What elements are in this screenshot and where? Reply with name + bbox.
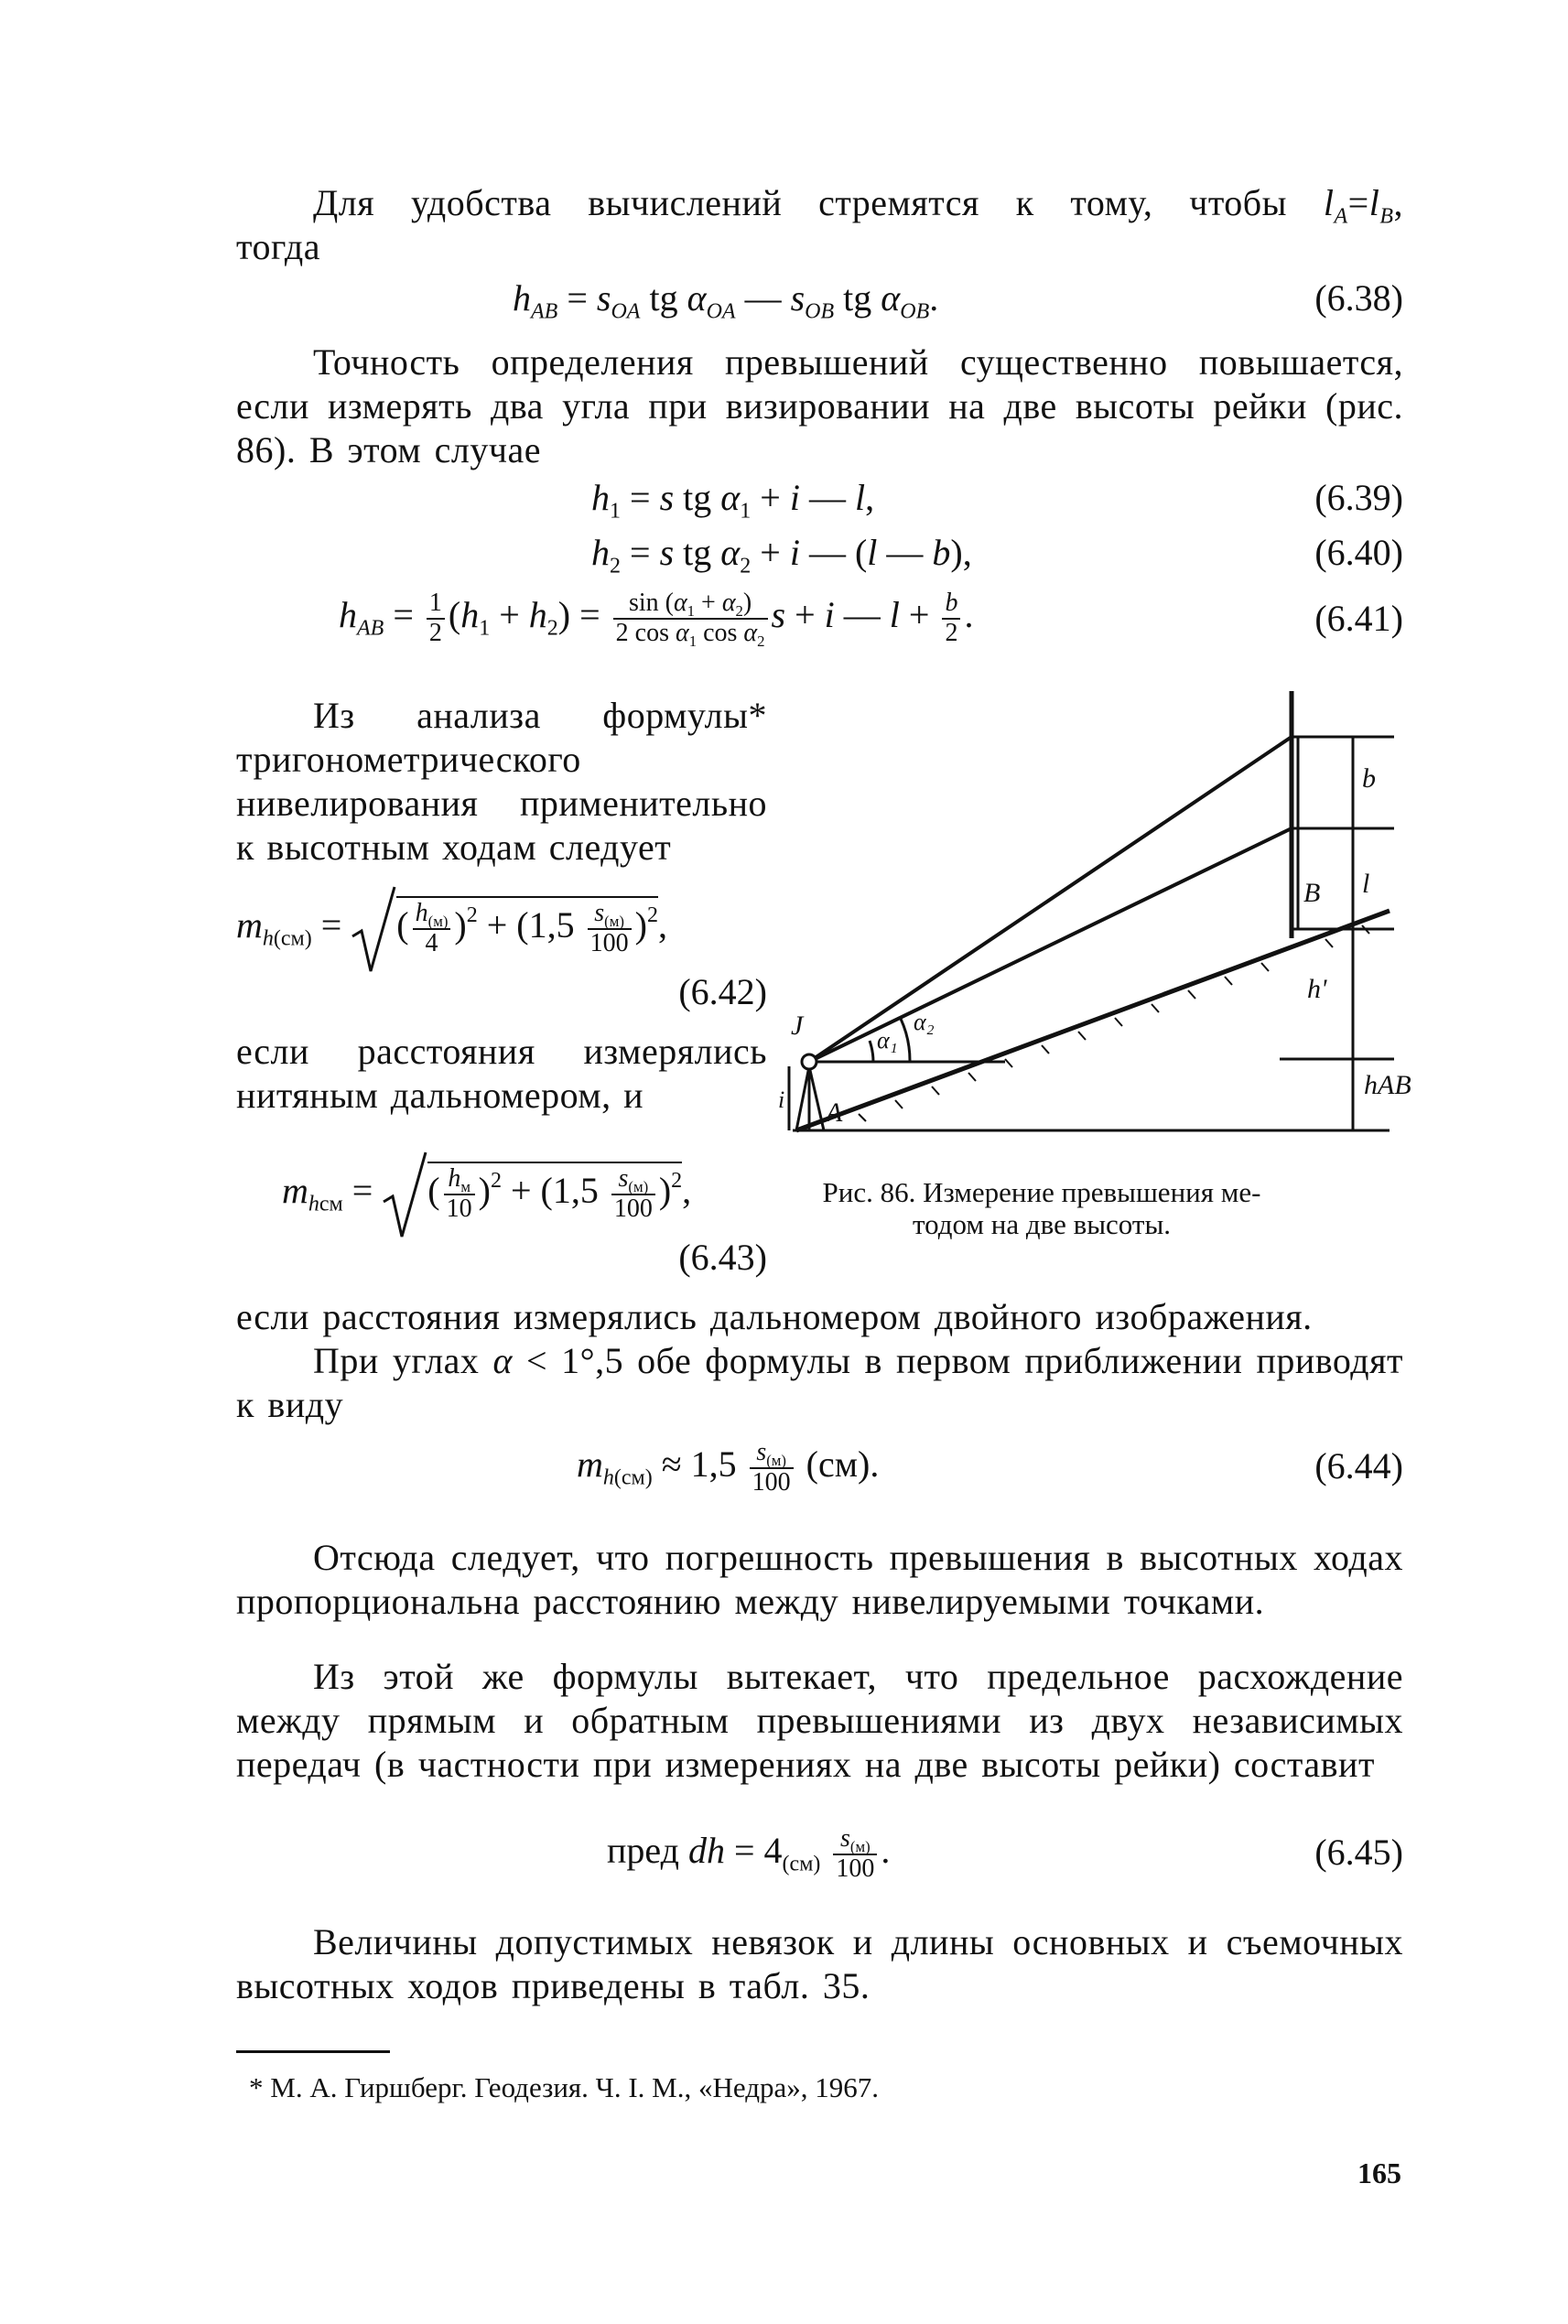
label-J: J <box>791 1011 804 1041</box>
footnote: * М. А. Гиршберг. Геодезия. Ч. I. М., «Недра», 1967. <box>249 2071 879 2103</box>
paragraph-1-text: Для удобства вычислений стремятся к тому, чтобы <box>313 182 1288 223</box>
paragraph-3: Из анализа формулы* тригонометрического нивелирования применительно к высотным ходам следует <box>236 695 767 868</box>
paragraph-6: При углах α < 1°,5 обе формулы в первом приближении приводят к виду <box>236 1340 1403 1425</box>
paragraph-1: Для удобства вычислений стремятся к тому, чтобы $l_A=l_B$, <box>313 182 1404 229</box>
equation-6-39: $h_1 = s$ tg $\alpha_1 + i$ — l, (6.39) <box>591 477 1403 524</box>
label-b: b <box>1362 763 1376 794</box>
label-alpha2: α₂ <box>914 1009 935 1035</box>
figure-86-diagram <box>778 682 1411 1194</box>
equation-number: (6.45) <box>1314 1832 1403 1873</box>
equation-6-41: $h_{AB}$ = $\frac{1}{2}$ $(h_1 + h_2)$ = $\frac{\sin (\alpha_1 + \alpha_2)}{2 \cos \alpha_1 \cos \alpha_2}$ s + i — l + $\frac{b}{2}$ . (6.41) <box>339 589 1403 650</box>
equation-number-6-42: (6.42) <box>678 971 767 1012</box>
label-A: A <box>826 1097 843 1128</box>
label-B: B <box>1303 878 1321 908</box>
paragraph-6-prefix: При углах <box>313 1340 480 1381</box>
paragraph-2: Точность определения превышений существенно повышается, если измерять два угла при визировании на две высоты рейки (рис. 86). В этом случае <box>236 341 1403 470</box>
figure-86-caption <box>785 1176 1298 1240</box>
paragraph-8: Из этой же формулы вытекает, что предельное расхождение между прямым и обратным превышениями из двух независимых передач (в частности при измерениях на две высоты рейки) составит <box>236 1656 1403 1785</box>
label-l: l <box>1362 869 1370 899</box>
equation-number: (6.38) <box>1314 277 1403 319</box>
unit-cm: (см). <box>806 1443 880 1485</box>
equation-6-38: $h_{AB} = s_{OA}$ tg $\alpha_{OA}$ — $s_{OB}$ tg $\alpha_{OB}$. (6.38) <box>513 277 1403 324</box>
label-i: i <box>778 1086 785 1113</box>
equation-6-45: пред dh = $4_{(см)}$ $\frac{s_{(м)}}{100}$ . (6.45) <box>607 1824 1403 1883</box>
equation-number: (6.40) <box>1314 532 1403 573</box>
equation-6-42: $m_{h(см)}$ = ( $\frac{h_{(м)}}{4}$ )$^2$ + (1,5 $\frac{s_{(м)}}{100}$ )$^2$, <box>236 874 767 966</box>
caption-line-2: тодом на две высоты. <box>912 1208 1172 1240</box>
paragraph-1-cont: тогда <box>236 226 320 267</box>
paragraph-7: Отсюда следует, что погрешность превышения в высотных ходах пропорциональна расстоянию между нивелируемыми точками. <box>236 1537 1403 1622</box>
paragraph-9: Величины допустимых невязок и длины основных и съемочных высотных ходов приведены в табл. 35. <box>236 1921 1403 2006</box>
paragraph-5: если расстояния измерялись дальномером двойного изображения. <box>236 1296 1313 1337</box>
label-hprime: h' <box>1307 974 1327 1004</box>
label-alpha1: α₁ <box>877 1027 898 1054</box>
page-number: 165 <box>1357 2156 1401 2189</box>
equation-number: (6.39) <box>1314 477 1403 518</box>
equation-number: (6.41) <box>1314 598 1403 639</box>
equation-number-6-43: (6.43) <box>678 1237 767 1278</box>
paragraph-6-suffix: обе формулы в первом приближении приводят к виду <box>236 1340 1403 1425</box>
caption-line-1: Рис. 86. Измерение превышения ме- <box>822 1176 1261 1208</box>
pred-label: пред <box>607 1829 679 1871</box>
equation-6-44: $m_{h(см)} \approx 1,5$ $\frac{s_{(м)}}{100}$ (см). (6.44) <box>577 1438 1403 1497</box>
paragraph-4: если расстояния измерялись нитяным дальномером, и <box>236 1031 767 1116</box>
footnote-rule <box>236 2050 390 2053</box>
equation-6-43: $m_{hсм}$ = ( $\frac{h_м}{10}$ )$^2$ + (1,5 $\frac{s_{(м)}}{100}$ )$^2$, <box>236 1140 767 1231</box>
label-hab: hAB <box>1364 1070 1411 1100</box>
equation-number: (6.44) <box>1314 1445 1403 1486</box>
equation-6-40: $h_2 = s$ tg $\alpha_2 + i$ — (l — b), (6.40) <box>591 532 1403 578</box>
